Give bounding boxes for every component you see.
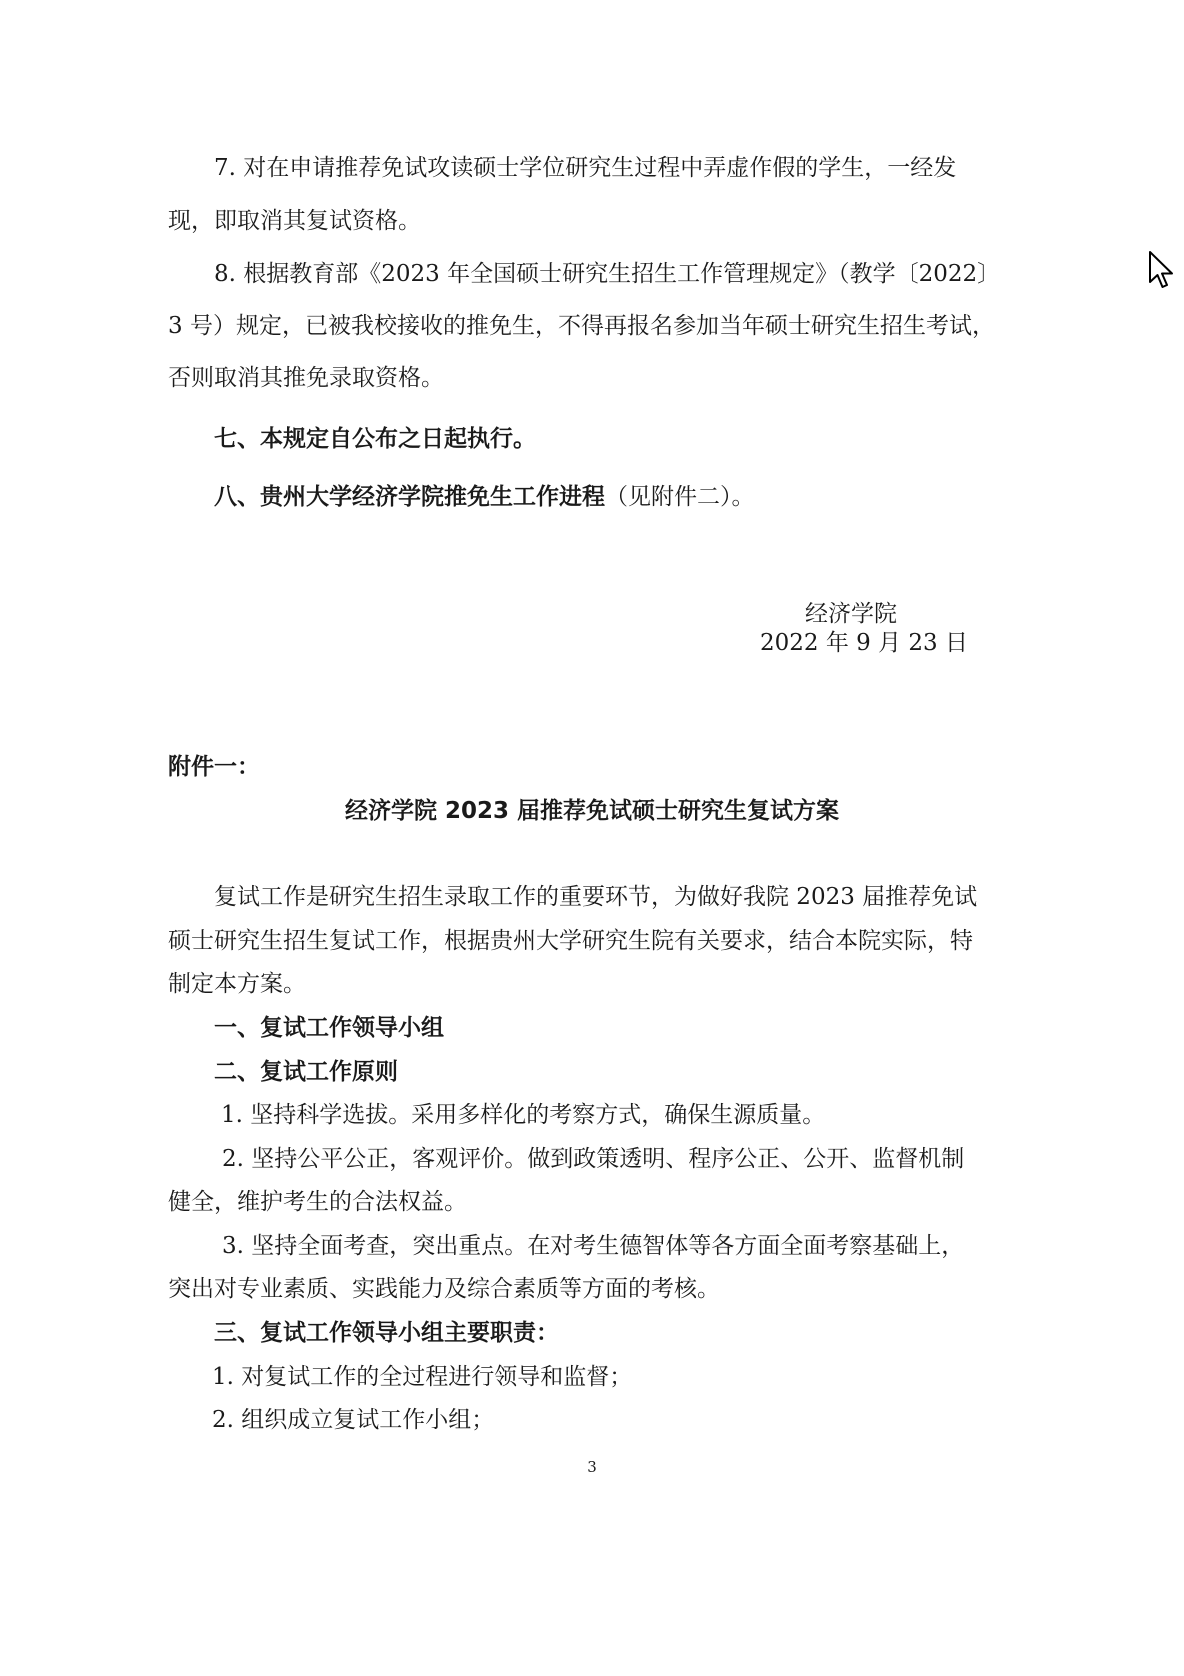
item7-line2: 现，即取消其复试资格。 <box>168 208 421 234</box>
item8-line1: 8. 根据教育部《2023 年全国硕士研究生招生工作管理规定》（教学〔2022〕 <box>214 261 1001 287</box>
duty-2: 2. 组织成立复试工作小组； <box>212 1407 495 1433</box>
heading-leading-group: 一、复试工作领导小组 <box>214 1015 444 1041</box>
signature-org: 经济学院 <box>805 601 897 627</box>
mouse-pointer-icon <box>1148 250 1176 290</box>
heading-duties: 三、复试工作领导小组主要职责： <box>214 1320 559 1346</box>
attachment-label: 附件一： <box>168 754 260 780</box>
duty-1: 1. 对复试工作的全过程进行领导和监督； <box>212 1364 633 1390</box>
signature-date: 2022 年 9 月 23 日 <box>760 630 968 656</box>
section-seven-heading: 七、本规定自公布之日起执行。 <box>214 426 536 452</box>
principle-3-line1: 3. 坚持全面考查，突出重点。在对考生德智体等各方面全面考察基础上， <box>222 1233 965 1259</box>
item8-line2: 3 号）规定，已被我校接收的推免生，不得再报名参加当年硕士研究生招生考试， <box>168 313 995 339</box>
principle-2-line1: 2. 坚持公平公正，客观评价。做到政策透明、程序公正、公开、监督机制 <box>222 1146 965 1172</box>
item8-line3: 否则取消其推免录取资格。 <box>168 365 444 391</box>
page-number: 3 <box>587 1458 597 1476</box>
section-eight <box>214 482 755 512</box>
attachment-title: 经济学院 2023 届推荐免试硕士研究生复试方案 <box>344 798 840 824</box>
principle-1: 1. 坚持科学选拔。采用多样化的考察方式，确保生源质量。 <box>221 1102 826 1128</box>
heading-principles: 二、复试工作原则 <box>214 1059 398 1085</box>
section-eight-heading: 八、贵州大学经济学院推免生工作进程 <box>214 484 605 510</box>
principle-2-line2: 健全，维护考生的合法权益。 <box>168 1189 467 1215</box>
item7-line1: 7. 对在申请推荐免试攻读硕士学位研究生过程中弄虚作假的学生，一经发 <box>214 155 957 181</box>
principle-3-line2: 突出对专业素质、实践能力及综合素质等方面的考核。 <box>168 1276 720 1302</box>
intro-line2: 硕士研究生招生复试工作，根据贵州大学研究生院有关要求，结合本院实际，特 <box>168 928 973 954</box>
section-eight-note: （见附件二）。 <box>605 484 755 510</box>
intro-line3: 制定本方案。 <box>168 971 306 997</box>
intro-line1: 复试工作是研究生招生录取工作的重要环节，为做好我院 2023 届推荐免试 <box>214 884 978 910</box>
